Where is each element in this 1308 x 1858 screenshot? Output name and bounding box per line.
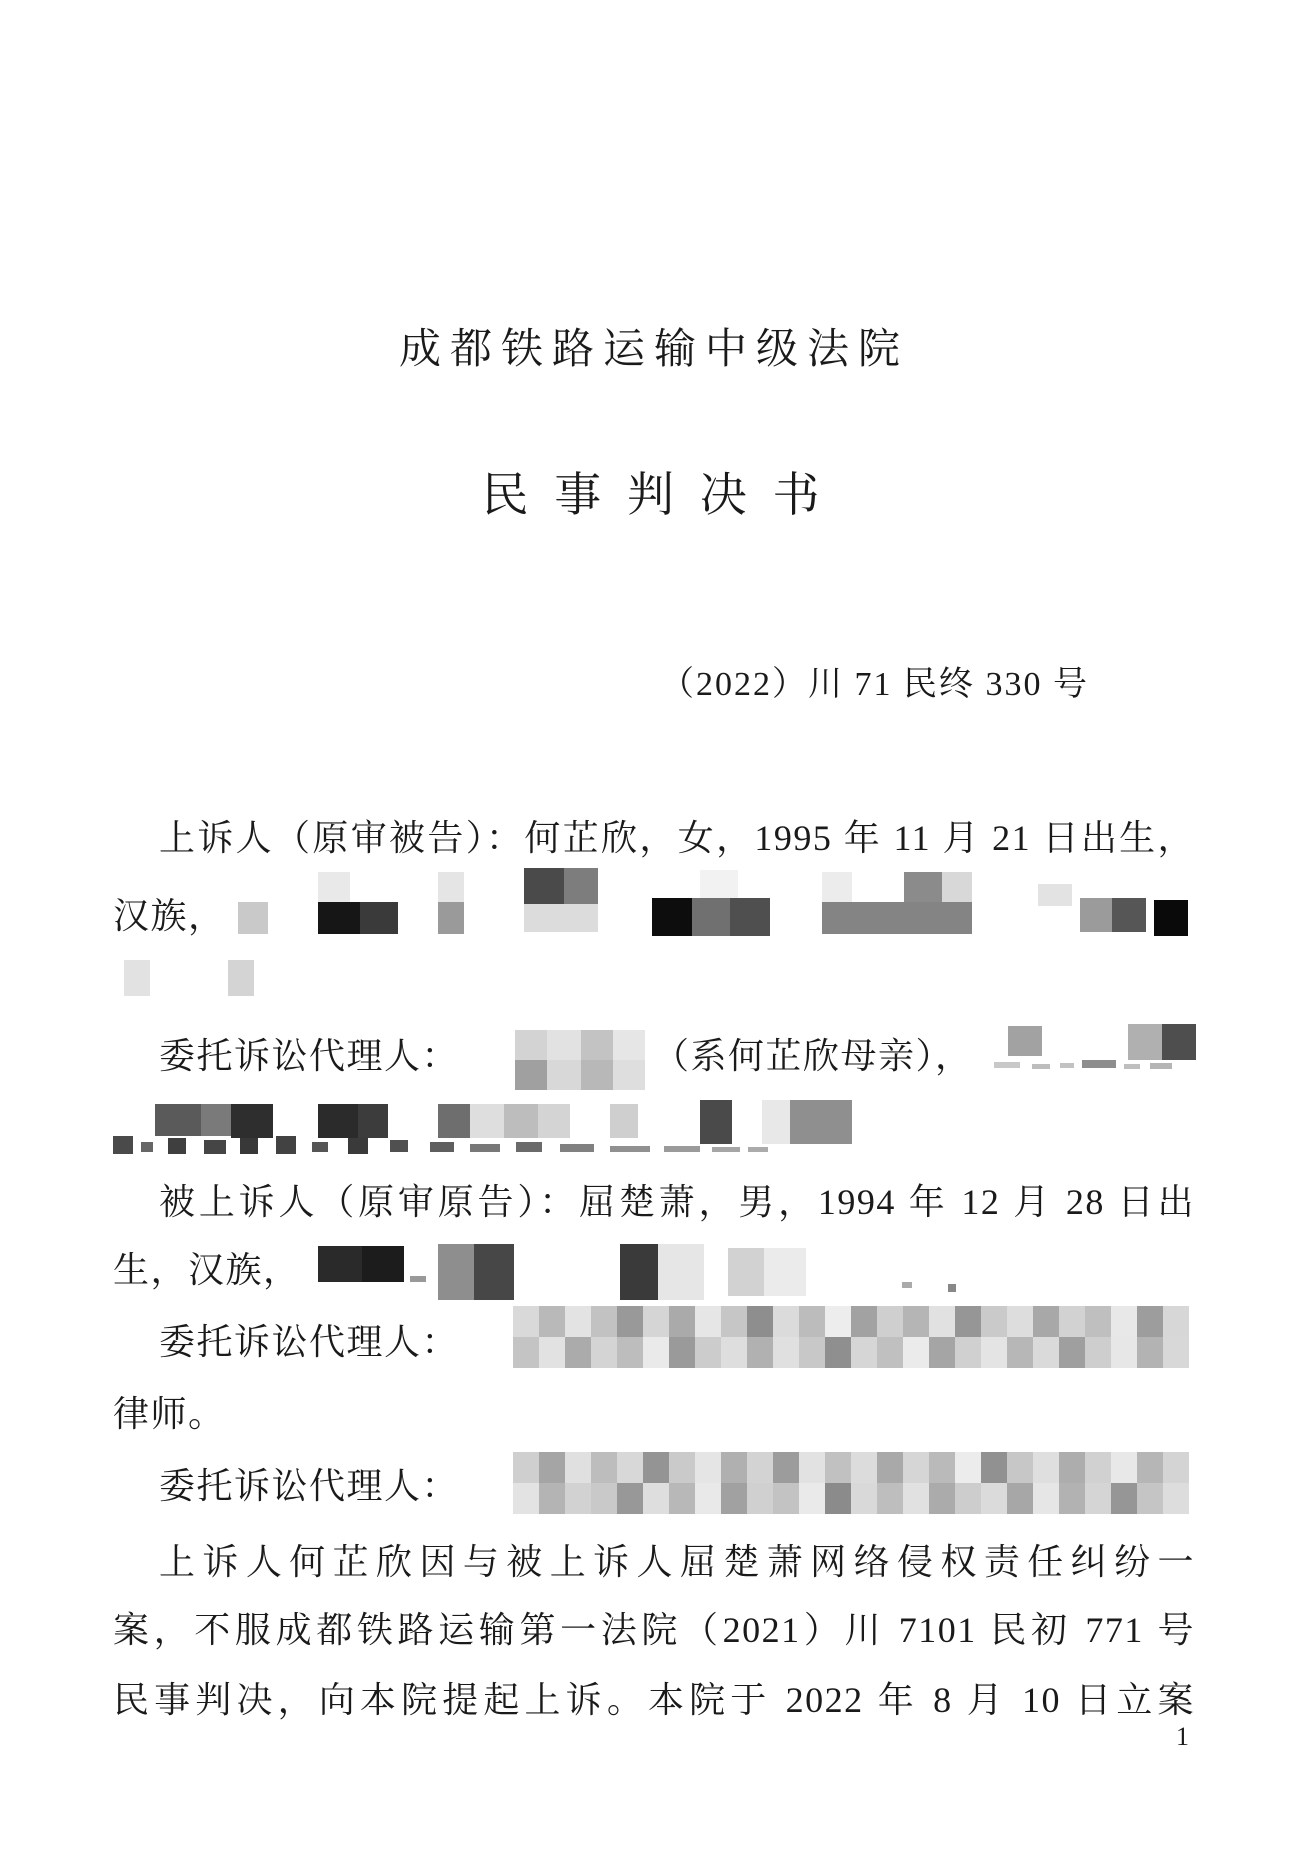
redaction-tile (1150, 1063, 1172, 1069)
redaction-tile (877, 1483, 903, 1514)
redaction-tile (515, 1060, 547, 1090)
redaction-tile (1085, 1483, 1111, 1514)
redaction-tile (955, 1452, 981, 1483)
redaction-tile (204, 1140, 226, 1154)
redaction-tile (524, 904, 598, 932)
redaction-tile (643, 1337, 669, 1368)
redaction-tile (438, 1244, 474, 1300)
redaction-tile (652, 898, 692, 936)
redaction-tile (1060, 1063, 1074, 1068)
redaction-tile (1007, 1306, 1033, 1337)
redaction-tile (1007, 1337, 1033, 1368)
redaction-tile (851, 1306, 877, 1337)
redaction-tile (141, 1142, 153, 1152)
redaction-tile (904, 872, 942, 902)
redaction-tile (617, 1337, 643, 1368)
redaction-tile (390, 1140, 408, 1152)
redaction-tile (228, 960, 254, 996)
redaction-tile (903, 1452, 929, 1483)
appellee-line-1: 被上诉人（原审原告）：屈楚萧，男，1994 年 12 月 28 日出 (159, 1182, 1195, 1222)
redaction-tile (238, 902, 268, 934)
redaction-tile (610, 1104, 638, 1138)
redaction-tile (721, 1483, 747, 1514)
redaction-tile (1038, 884, 1072, 906)
redaction-tile (773, 1337, 799, 1368)
redaction-tile (1008, 1026, 1042, 1056)
redaction-tile (747, 1452, 773, 1483)
redaction-tile (539, 1452, 565, 1483)
redaction-tile (790, 1100, 852, 1144)
case-number: （2022）川 71 民终 330 号 (660, 666, 1089, 703)
redaction-tile (851, 1337, 877, 1368)
redaction-tile (1080, 898, 1112, 932)
redaction-tile (1033, 1337, 1059, 1368)
redaction-tile (513, 1337, 539, 1368)
redaction-tile (617, 1452, 643, 1483)
redaction-tile (764, 1248, 806, 1296)
redaction-tile (728, 1248, 764, 1296)
redaction-tile (822, 872, 852, 902)
redaction-tile (124, 960, 150, 996)
redaction-tile (312, 1142, 328, 1152)
redaction-tile (1137, 1306, 1163, 1337)
redaction-tile (903, 1337, 929, 1368)
redaction-tile (613, 1030, 645, 1060)
redaction-tile (591, 1306, 617, 1337)
redaction-tile (1033, 1483, 1059, 1514)
redaction-tile (513, 1452, 539, 1483)
appellant-line-1: 上诉人（原审被告）：何芷欣，女，1995 年 11 月 21 日出生， (159, 818, 1195, 858)
redaction-tile (1032, 1064, 1050, 1069)
redaction-tile (231, 1104, 273, 1138)
redaction-tile (1163, 1483, 1189, 1514)
redaction-tile (721, 1452, 747, 1483)
redaction-tile (430, 1142, 454, 1152)
redaction-tile (610, 1146, 650, 1152)
redaction-tile (438, 902, 464, 934)
redaction-tile (1007, 1452, 1033, 1483)
redaction-tile (1137, 1452, 1163, 1483)
redaction-tile (1085, 1306, 1111, 1337)
redaction-tile (643, 1306, 669, 1337)
redaction-tile (1082, 1060, 1116, 1068)
redaction-tile (825, 1337, 851, 1368)
redaction-tile (318, 872, 350, 902)
redaction-tile (692, 898, 730, 936)
redaction-tile (825, 1306, 851, 1337)
redaction-tile (438, 872, 464, 902)
redaction-tile (155, 1104, 201, 1136)
redaction-tile (591, 1337, 617, 1368)
redaction-tile (276, 1136, 296, 1154)
redaction-tile (664, 1146, 700, 1152)
redaction-tile (762, 1100, 790, 1144)
redaction-tile (1137, 1483, 1163, 1514)
redaction-tile (318, 1104, 358, 1138)
redaction-tile (613, 1060, 645, 1090)
redaction-tile (748, 1147, 768, 1152)
redaction-tile (1085, 1337, 1111, 1368)
redaction-tile (669, 1337, 695, 1368)
redaction-tile (669, 1452, 695, 1483)
redaction-tile (773, 1483, 799, 1514)
redaction-tile (539, 1337, 565, 1368)
redaction-tile (981, 1306, 1007, 1337)
redaction-tile (1033, 1306, 1059, 1337)
redaction-tile (1163, 1337, 1189, 1368)
redaction-tile (1111, 1337, 1137, 1368)
redaction-tile (1059, 1483, 1085, 1514)
redaction-tile (360, 902, 398, 934)
redaction-tile (877, 1452, 903, 1483)
redaction-tile (474, 1244, 514, 1300)
redaction-tile (504, 1104, 538, 1138)
redaction-tile (565, 1483, 591, 1514)
agent1-label: 委托诉讼代理人： (159, 1036, 460, 1076)
redaction-tile (902, 1282, 912, 1288)
redaction-tile (981, 1483, 1007, 1514)
redaction-tile (929, 1452, 955, 1483)
redaction-tile (513, 1483, 539, 1514)
redaction-tile (524, 868, 564, 904)
redaction-tile (1128, 1024, 1162, 1060)
court-name-title: 成都铁路运输中级法院 (398, 327, 909, 373)
redaction-tile (591, 1452, 617, 1483)
redaction-tile (539, 1483, 565, 1514)
redaction-tile (1033, 1452, 1059, 1483)
appellant-line-2-prefix: 汉族， (113, 896, 226, 936)
redaction-tile (565, 1452, 591, 1483)
redaction-tile (825, 1452, 851, 1483)
redaction-tile (564, 868, 598, 904)
redaction-tile (1124, 1064, 1140, 1069)
redaction-tile (730, 898, 770, 936)
redaction-tile (877, 1337, 903, 1368)
redaction-tile (470, 1104, 504, 1138)
redaction-tile (747, 1483, 773, 1514)
redaction-tile (948, 1284, 956, 1292)
redaction-tile (617, 1483, 643, 1514)
redaction-tile (515, 1030, 547, 1060)
redaction-tile (410, 1276, 426, 1282)
redaction-tile (240, 1138, 258, 1154)
redaction-tile (773, 1452, 799, 1483)
redaction-tile (513, 1306, 539, 1337)
redaction-tile (643, 1452, 669, 1483)
redaction-tile (318, 902, 360, 934)
redaction-tile (581, 1060, 613, 1090)
redaction-tile (903, 1306, 929, 1337)
redaction-tile (1111, 1452, 1137, 1483)
redaction-tile (620, 1244, 658, 1300)
case-summary-line-3: 民事判决，向本院提起上诉。本院于 2022 年 8 月 10 日立案 (113, 1680, 1195, 1720)
redaction-tile (1112, 898, 1146, 932)
redaction-tile (669, 1306, 695, 1337)
redaction-tile (565, 1306, 591, 1337)
redaction-tile (547, 1030, 581, 1060)
redaction-tile (581, 1030, 613, 1060)
redaction-tile (113, 1136, 133, 1154)
redaction-tile (516, 1142, 542, 1152)
redaction-tile (695, 1452, 721, 1483)
redaction-tile (617, 1306, 643, 1337)
redaction-tile (700, 1100, 732, 1144)
agent3-label: 委托诉讼代理人： (159, 1466, 460, 1506)
redaction-tile (955, 1483, 981, 1514)
case-summary-line-1: 上诉人何芷欣因与被上诉人屈楚萧网络侵权责任纠纷一 (159, 1542, 1195, 1582)
redaction-tile (695, 1337, 721, 1368)
case-summary-line-2: 案，不服成都铁路运输第一法院（2021）川 7101 民初 771 号 (113, 1610, 1195, 1650)
redaction-tile (1154, 900, 1188, 936)
redaction-tile (348, 1138, 368, 1154)
agent1-note: （系何芷欣母亲）， (653, 1036, 973, 1076)
redaction-tile (201, 1104, 231, 1136)
redaction-tile (955, 1337, 981, 1368)
redaction-tile (1111, 1483, 1137, 1514)
redaction-tile (565, 1337, 591, 1368)
redaction-tile (1137, 1337, 1163, 1368)
redaction-tile (547, 1060, 581, 1090)
redaction-tile (1085, 1452, 1111, 1483)
redaction-tile (1059, 1452, 1085, 1483)
redaction-tile (438, 1104, 470, 1138)
redaction-tile (825, 1483, 851, 1514)
redaction-tile (168, 1138, 186, 1154)
page-number: 1 (1176, 1722, 1189, 1751)
redaction-tile (470, 1144, 500, 1152)
redaction-tile (877, 1306, 903, 1337)
redaction-tile (1059, 1306, 1085, 1337)
redaction-tile (747, 1306, 773, 1337)
redaction-tile (658, 1244, 704, 1300)
redaction-tile (929, 1483, 955, 1514)
redaction-tile (695, 1483, 721, 1514)
redaction-tile (318, 1246, 362, 1282)
redaction-tile (1007, 1483, 1033, 1514)
appellee-line-2-prefix: 生，汉族， (113, 1250, 301, 1290)
redaction-tile (643, 1483, 669, 1514)
redaction-tile (721, 1306, 747, 1337)
redaction-tile (1162, 1024, 1196, 1060)
redaction-tile (942, 872, 972, 902)
redaction-tile (903, 1483, 929, 1514)
redaction-tile (955, 1306, 981, 1337)
redaction-tile (560, 1144, 594, 1152)
redaction-tile (695, 1306, 721, 1337)
redaction-tile (773, 1306, 799, 1337)
redaction-tile (747, 1337, 773, 1368)
agent2-label: 委托诉讼代理人： (159, 1322, 460, 1362)
redaction-tile (1163, 1452, 1189, 1483)
redaction-tile (539, 1306, 565, 1337)
document-type-title: 民 事 判 决 书 (481, 470, 827, 522)
redaction-tile (712, 1147, 740, 1152)
redaction-tile (1111, 1306, 1137, 1337)
redaction-tile (358, 1104, 388, 1138)
redaction-tile (721, 1337, 747, 1368)
redaction-tile (851, 1452, 877, 1483)
redaction-tile (1059, 1337, 1085, 1368)
redaction-tile (799, 1337, 825, 1368)
redaction-tile (591, 1483, 617, 1514)
redaction-tile (700, 870, 738, 898)
redaction-tile (994, 1062, 1020, 1068)
redaction-tile (981, 1452, 1007, 1483)
agent2-suffix-line: 律师。 (113, 1394, 226, 1434)
redaction-tile (851, 1483, 877, 1514)
redaction-tile (929, 1306, 955, 1337)
redaction-tile (799, 1483, 825, 1514)
redaction-tile (669, 1483, 695, 1514)
redaction-tile (929, 1337, 955, 1368)
redaction-tile (981, 1337, 1007, 1368)
redaction-tile (799, 1306, 825, 1337)
redaction-tile (362, 1246, 404, 1282)
redaction-tile (822, 902, 972, 934)
redaction-tile (1163, 1306, 1189, 1337)
redaction-tile (538, 1104, 570, 1138)
redaction-tile (799, 1452, 825, 1483)
